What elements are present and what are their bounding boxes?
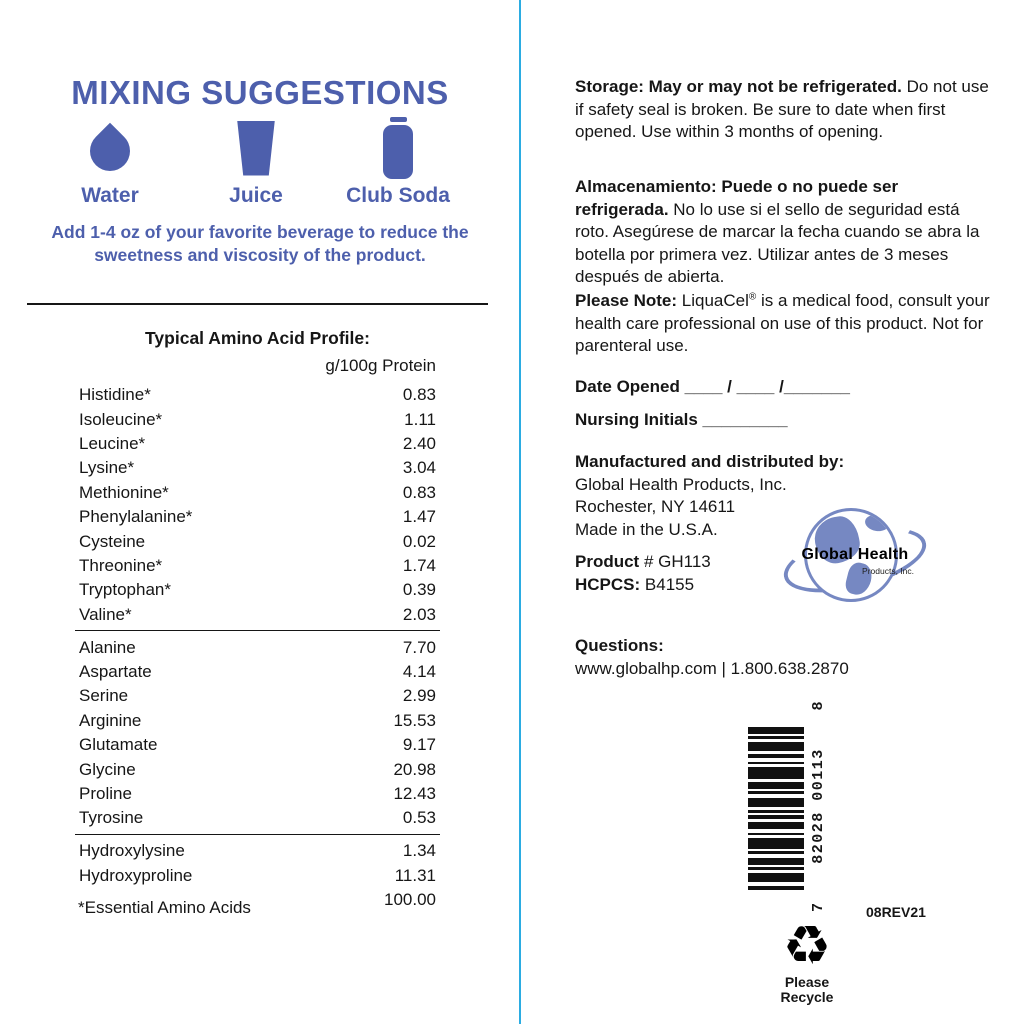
table-row	[75, 603, 440, 627]
storage-body: Do not use if safety seal is broken. Be sure to date when first opened. Use within 3 months of opening.	[575, 77, 989, 141]
table-row	[75, 481, 440, 505]
soda-bottle-icon	[328, 116, 468, 180]
storage-lead: Storage: May or may not be refrigerated.	[575, 77, 902, 96]
amino-name: Glycine	[79, 759, 136, 779]
mix-option-label: Club Soda	[346, 184, 450, 207]
amino-value: 0.53	[402, 808, 436, 828]
table-row	[75, 578, 440, 602]
almacenamiento-body: No lo use si el sello de seguridad está roto. Asegúrese de marcar la fecha cuando se abra la botella por primera vez. Utilizar antes de 3 meses después de abierta.	[575, 199, 980, 286]
amino-name: Tryptophan*	[79, 580, 171, 600]
amino-name: Serine	[79, 686, 129, 706]
amino-value: 100.00	[384, 890, 436, 909]
amino-unit-header: g/100g Protein	[325, 356, 436, 375]
mix-option-label: Juice	[229, 184, 283, 207]
storage-paragraph-spanish	[575, 176, 995, 289]
mixing-instruction-text: Add 1-4 oz of your favorite beverage to reduce the sweetness and viscosity of the product.	[51, 222, 469, 265]
amino-name: Lysine*	[79, 458, 135, 478]
table-divider	[75, 630, 440, 632]
mix-option-water	[55, 116, 165, 208]
mix-option-club-soda	[328, 116, 468, 208]
amino-name: Valine*	[79, 604, 132, 624]
table-row	[75, 505, 440, 529]
barcode-digit-right: 8	[809, 700, 827, 711]
amino-value: 3.04	[402, 458, 436, 478]
logo-company-name: Global Health	[801, 546, 909, 563]
made-in-usa: Made in the U.S.A.	[575, 519, 718, 539]
amino-value: 15.53	[393, 710, 436, 730]
table-row	[75, 684, 440, 708]
amino-name: Leucine*	[79, 433, 146, 453]
amino-name: Alanine	[79, 637, 136, 657]
amino-value: 1.34	[402, 841, 436, 861]
table-divider	[75, 834, 440, 836]
table-row	[75, 863, 440, 887]
mixing-suggestions-title: MIXING SUGGESTIONS	[71, 74, 449, 111]
table-row	[75, 660, 440, 684]
amino-value: 20.98	[393, 759, 436, 779]
questions-block	[575, 635, 995, 680]
table-row	[75, 635, 440, 659]
logo-company-suffix: Products, Inc.	[862, 566, 914, 576]
juice-cup-icon	[201, 116, 311, 180]
registered-mark: ®	[748, 291, 757, 303]
barcode-digits	[808, 700, 828, 912]
revision-code: 08REV21	[866, 904, 926, 920]
amino-name: Histidine*	[79, 385, 151, 405]
questions-heading: Questions:	[575, 636, 664, 655]
manufacturer-name: Global Health Products, Inc.	[575, 474, 787, 494]
mix-option-juice	[201, 116, 311, 208]
water-drop-icon	[55, 116, 165, 180]
amino-value: 9.17	[402, 735, 436, 755]
amino-name: Threonine*	[79, 555, 163, 575]
amino-acid-table	[75, 328, 440, 912]
amino-name: Tyrosine	[79, 808, 144, 828]
table-row	[75, 782, 440, 806]
table-row	[75, 432, 440, 456]
essential-amino-footnote: *Essential Amino Acids	[78, 898, 251, 917]
please-note-paragraph	[575, 290, 995, 358]
mix-option-label: Water	[81, 184, 139, 207]
product-number: # GH113	[639, 552, 711, 571]
almacenamiento-lead: Almacenamiento: Puede o no puede ser refrigerada.	[575, 177, 899, 219]
amino-value: 0.02	[402, 531, 436, 551]
table-row	[75, 383, 440, 407]
amino-name: Isoleucine*	[79, 409, 163, 429]
recycle-icon: ♻	[782, 916, 832, 976]
manufacturer-city: Rochester, NY 14611	[575, 497, 736, 516]
storage-paragraph	[575, 76, 995, 144]
barcode-digit-left: 7	[809, 901, 827, 912]
amino-value: 7.70	[402, 637, 436, 657]
global-health-logo	[788, 506, 922, 614]
product-label: Product	[575, 552, 640, 571]
table-row	[75, 529, 440, 553]
amino-name: Methionine*	[79, 482, 169, 502]
brand-name: LiquaCel	[681, 291, 749, 310]
nursing-initials-line: Nursing Initials _________	[575, 410, 788, 429]
table-row	[75, 839, 440, 863]
table-row	[75, 806, 440, 830]
amino-value: 1.47	[402, 507, 436, 527]
amino-name: Aspartate	[79, 661, 152, 681]
amino-value: 2.03	[402, 604, 436, 624]
upc-barcode	[748, 700, 838, 916]
amino-name: Phenylalanine*	[79, 507, 193, 527]
barcode-bars	[748, 727, 804, 893]
table-row	[75, 554, 440, 578]
amino-value: 0.39	[402, 580, 436, 600]
table-row	[75, 709, 440, 733]
amino-name: Glutamate	[79, 735, 158, 755]
amino-value: 11.31	[394, 865, 436, 885]
manufacturer-block	[575, 451, 995, 541]
hcpcs-label: HCPCS:	[575, 574, 641, 594]
barcode-digits-main: 82028 00113	[809, 748, 827, 864]
manufacturer-heading: Manufactured and distributed by:	[575, 452, 845, 471]
hcpcs-code: B4155	[640, 574, 695, 594]
amino-value: 4.14	[402, 661, 436, 681]
table-row	[75, 407, 440, 431]
amino-value: 0.83	[402, 385, 436, 405]
amino-name: Hydroxylysine	[79, 841, 185, 861]
amino-name: Cysteine	[79, 531, 146, 551]
horizontal-rule	[27, 303, 488, 305]
amino-value: 1.74	[402, 555, 436, 575]
amino-name: Arginine	[79, 710, 142, 730]
amino-value: 2.99	[402, 686, 436, 706]
table-row	[75, 733, 440, 757]
contact-info: www.globalhp.com | 1.800.638.2870	[575, 658, 849, 678]
amino-value: 2.40	[402, 433, 436, 453]
date-opened-line: Date Opened ____ / ____ /_______	[575, 377, 851, 396]
amino-table-title: Typical Amino Acid Profile:	[145, 328, 370, 348]
table-row	[75, 757, 440, 781]
amino-name: Proline	[79, 783, 132, 803]
amino-value: 12.43	[393, 783, 436, 803]
please-note-body: is a medical food, consult your health care professional on use of this product. Not for parenteral use.	[575, 291, 990, 355]
amino-value: 0.83	[402, 482, 436, 502]
amino-name: Hydroxyproline	[79, 865, 193, 885]
please-note-lead: Please Note:	[575, 291, 682, 310]
recycle-block	[752, 918, 862, 1005]
amino-value: 1.11	[404, 409, 436, 429]
please-recycle-text: Please Recycle	[780, 974, 834, 1005]
table-row	[75, 456, 440, 480]
